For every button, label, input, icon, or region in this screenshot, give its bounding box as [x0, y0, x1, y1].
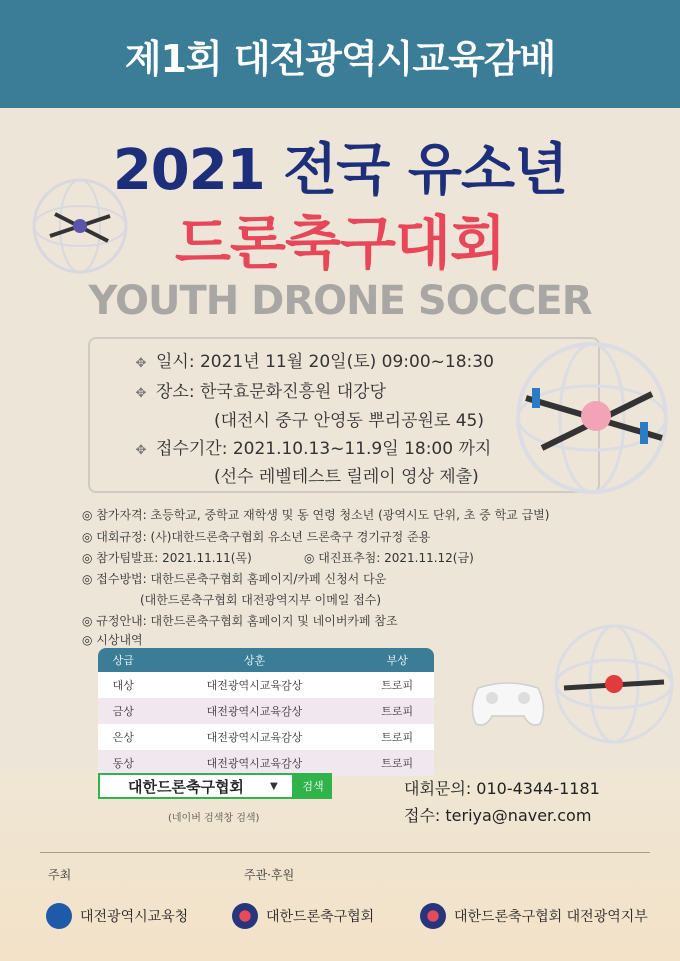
table-cell: 대전광역시교육감상: [149, 672, 361, 698]
main-title-line2: 드론축구대회: [174, 209, 506, 277]
drone-ball-image-bottom: [552, 622, 676, 746]
contact-email: 접수: teriya@naver.com: [404, 806, 592, 825]
association-emblem-icon: [420, 903, 446, 929]
table-cell: 대전광역시교육감상: [149, 750, 361, 776]
search-button[interactable]: 검색: [294, 773, 332, 799]
banner-title: 제1회 대전광역시교육감배: [124, 37, 556, 81]
controller-image: [468, 678, 548, 730]
detail-draw: ◎ 대진표추첨: 2021.11.12(금): [304, 551, 474, 565]
organizer-org2: 대한드론축구협회 대전광역지부: [420, 903, 648, 929]
education-office-logo-icon: [46, 903, 72, 929]
detail-awards-heading: ◎ 시상내역: [82, 633, 143, 647]
footer-divider: [40, 852, 650, 853]
top-banner: [0, 0, 680, 108]
host-label: 주최: [48, 868, 72, 882]
table-row: [98, 698, 434, 724]
association-emblem-icon: [232, 903, 258, 929]
detail-rules: ◎ 대회규정: (사)대한드론축구협회 유소년 드론축구 경기규정 준용: [82, 530, 431, 544]
info-date: ✥ 일시: 2021년 11월 20일(토) 09:00~18:30: [132, 347, 494, 372]
header-rank: 상급: [98, 648, 149, 672]
table-row: [98, 724, 434, 750]
search-note: (네이버 검색창 검색): [168, 813, 260, 824]
header-prize: 부상: [360, 648, 434, 672]
table-cell: 대전광역시교육감상: [149, 724, 361, 750]
drone-icon: ✥: [135, 443, 147, 458]
table-cell: 트로피: [360, 672, 434, 698]
awards-table: [98, 648, 434, 776]
detail-apply: ◎ 접수방법: 대한드론축구협회 홈페이지/카페 신청서 다운: [82, 572, 387, 586]
table-cell: 대전광역시교육감상: [149, 698, 361, 724]
table-cell: 트로피: [360, 750, 434, 776]
detail-guide: ◎ 규정안내: 대한드론축구협회 홈페이지 및 네이버카페 참조: [82, 614, 398, 628]
table-row: [98, 672, 434, 698]
organizer-label: 주관·후원: [244, 868, 295, 882]
table-cell: 대상: [98, 672, 149, 698]
main-title-line1: 2021 전국 유소년: [112, 138, 568, 203]
table-cell: 트로피: [360, 724, 434, 750]
table-cell: 금상: [98, 698, 149, 724]
host-org: 대전광역시교육청: [46, 903, 188, 929]
english-subtitle: YOUTH DRONE SOCCER: [88, 278, 592, 324]
table-cell: 동상: [98, 750, 149, 776]
detail-eligibility: ◎ 참가자격: 초등학교, 중학교 재학생 및 동 연령 청소년 (광역시도 단위, 초 중 학교 급별): [82, 508, 550, 522]
drone-icon: ✥: [135, 386, 147, 401]
table-header-row: [98, 648, 434, 672]
table-cell: 은상: [98, 724, 149, 750]
header-award: 상훈: [149, 648, 361, 672]
detail-team-announcement: ◎ 참가팀발표: 2021.11.11(목): [82, 551, 252, 565]
info-registration: ✥ 접수기간: 2021.10.13~11.9일 18:00 까지: [132, 434, 491, 459]
info-venue-address: (대전시 중구 안영동 뿌리공원로 45): [214, 411, 484, 431]
search-query: 대한드론축구협회: [128, 777, 244, 796]
search-input[interactable]: [98, 773, 294, 799]
drone-icon: ✥: [135, 356, 147, 371]
dropdown-arrow-icon: ▼: [270, 780, 278, 792]
detail-apply-email: (대한드론축구협회 대전광역지부 이메일 접수): [140, 593, 382, 607]
info-registration-detail: (선수 레벨테스트 릴레이 영상 제출): [214, 467, 479, 487]
organizer-org1: 대한드론축구협회: [232, 903, 374, 929]
table-cell: 트로피: [360, 698, 434, 724]
info-venue: ✥ 장소: 한국효문화진흥원 대강당: [132, 377, 386, 402]
drone-ball-image-right: [512, 338, 672, 498]
contact-phone: 대회문의: 010-4344-1181: [404, 779, 600, 798]
